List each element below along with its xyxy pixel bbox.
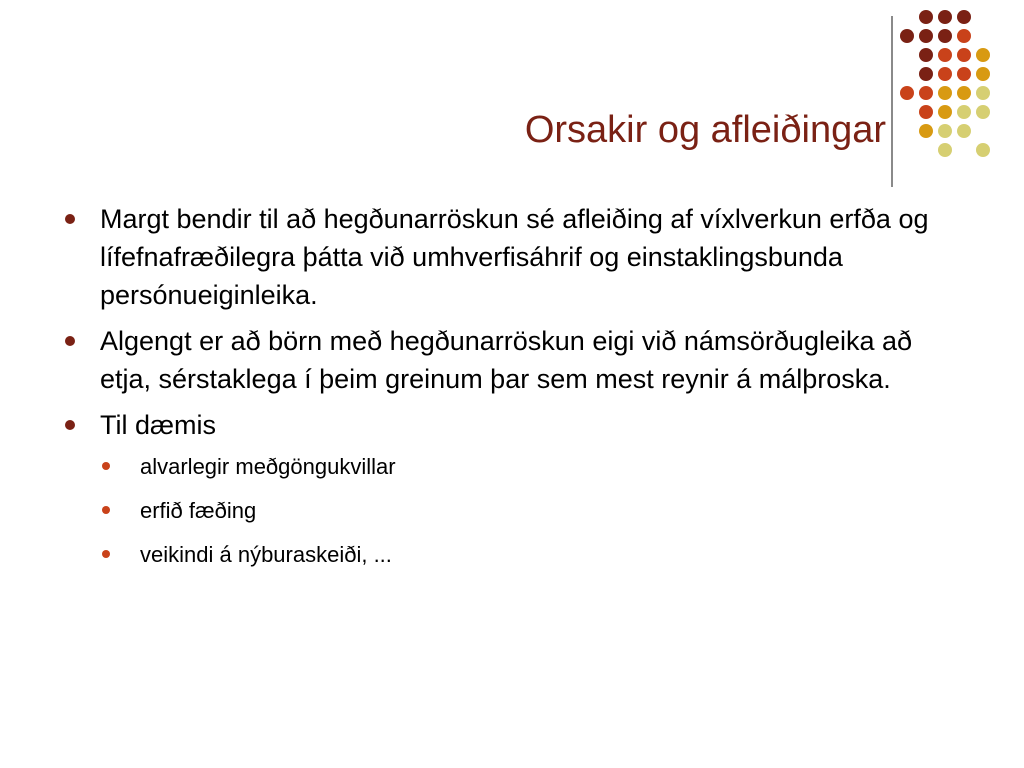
decorative-dot: [957, 86, 971, 100]
bullet-dot-icon: [65, 214, 75, 224]
decorative-dot-grid: [900, 10, 1020, 170]
decorative-dot: [957, 10, 971, 24]
decorative-dot: [938, 86, 952, 100]
decorative-dot: [919, 124, 933, 138]
bullet-dot-icon: [65, 336, 75, 346]
decorative-dot: [938, 67, 952, 81]
sub-bullet-text: erfið fæðing: [140, 498, 257, 523]
decorative-dot: [976, 86, 990, 100]
decorative-dot: [957, 67, 971, 81]
sub-bullet-item: [100, 450, 960, 484]
decorative-dot: [957, 29, 971, 43]
decorative-dot: [957, 105, 971, 119]
decorative-dot: [976, 48, 990, 62]
sub-bullet-dot-icon: [102, 506, 110, 514]
decorative-dot: [976, 105, 990, 119]
decorative-dot: [919, 29, 933, 43]
decorative-dot: [976, 143, 990, 157]
decorative-dot: [938, 143, 952, 157]
sub-bullet-text: alvarlegir meðgöngukvillar: [140, 454, 396, 479]
sub-bullet-list: [100, 450, 960, 572]
decorative-dot: [938, 124, 952, 138]
title-divider-line: [891, 16, 893, 187]
decorative-dot: [957, 48, 971, 62]
decorative-dot: [938, 105, 952, 119]
bullet-dot-icon: [65, 420, 75, 430]
bullet-list: [60, 200, 960, 572]
sub-bullet-item: [100, 494, 960, 528]
sub-bullet-item: [100, 538, 960, 572]
decorative-dot: [957, 124, 971, 138]
bullet-text: Til dæmis: [100, 410, 217, 440]
bullet-text: Margt bendir til að hegðunarröskun sé afleiðing af víxlverkun erfða og lífefnafræðilegra þátta við umhverfisáhrif og einstaklingsbunda persónueiginleika.: [100, 204, 929, 310]
decorative-dot: [900, 29, 914, 43]
sub-bullet-dot-icon: [102, 550, 110, 558]
decorative-dot: [938, 10, 952, 24]
bullet-item: [60, 322, 960, 398]
decorative-dot: [919, 48, 933, 62]
sub-bullet-dot-icon: [102, 462, 110, 470]
slide-body: [60, 200, 960, 582]
decorative-dot: [900, 86, 914, 100]
decorative-dot: [976, 67, 990, 81]
decorative-dot: [919, 86, 933, 100]
decorative-dot: [938, 48, 952, 62]
decorative-dot: [919, 105, 933, 119]
bullet-text: Algengt er að börn með hegðunarröskun eigi við námsörðugleika að etja, sérstaklega í þeim greinum þar sem mest reynir á málþroska.: [100, 326, 913, 394]
decorative-dot: [919, 67, 933, 81]
slide-title: Orsakir og afleiðingar: [524, 109, 886, 151]
decorative-dot: [919, 10, 933, 24]
sub-bullet-text: veikindi á nýburaskeiði, ...: [140, 542, 392, 567]
bullet-item: [60, 200, 960, 314]
decorative-dot: [938, 29, 952, 43]
bullet-item: [60, 406, 960, 572]
